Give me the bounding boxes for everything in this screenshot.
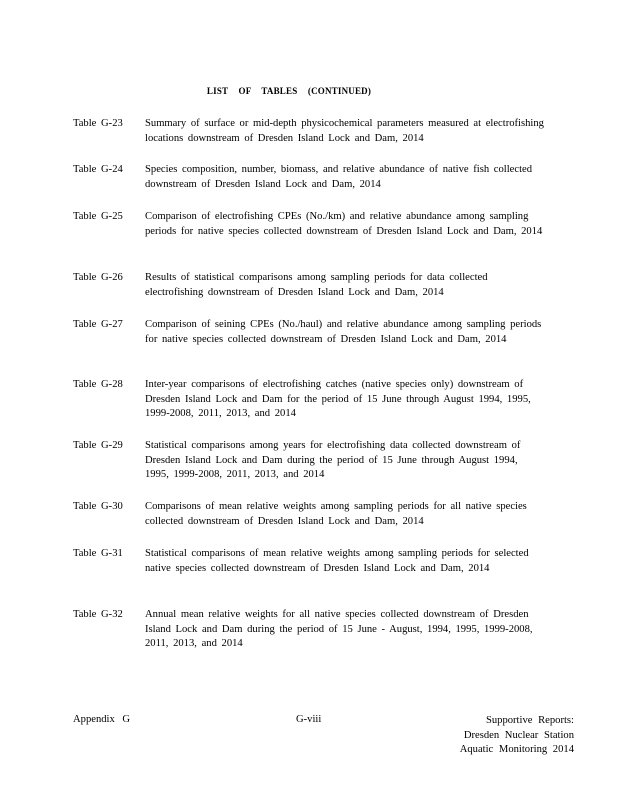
footer-report-info bbox=[460, 714, 574, 758]
table-number: Table G-27 bbox=[73, 319, 123, 330]
table-description: Species composition, number, biomass, and relative abundance of native fish collected downstream of Dresden Island Lock and Dam, 2014 bbox=[145, 164, 533, 190]
table-number: Table G-31 bbox=[73, 548, 123, 559]
table-number: Table G-23 bbox=[73, 118, 123, 129]
table-number: Table G-28 bbox=[73, 379, 123, 390]
table-description: Comparisons of mean relative weights among sampling periods for all native species collected downstream of Dresden Island Lock and Dam, 2014 bbox=[145, 501, 527, 527]
table-description: Inter-year comparisons of electrofishing catches (native species only) downstream of Dresden Island Lock and Dam for the period of 15 June through August 1994, 1995, 1999-2008, 2011, 2013, and 2014 bbox=[145, 379, 531, 420]
footer-appendix-label: Appendix G bbox=[73, 714, 131, 725]
table-description: Statistical comparisons of mean relative weights among sampling periods for selected native species collected downstream of Dresden Island Lock and Dam, 2014 bbox=[145, 548, 529, 574]
table-description: Comparison of electrofishing CPEs (No./km) and relative abundance among sampling periods for native species collected downstream of Dresden Island Lock and Dam, 2014 bbox=[145, 211, 543, 237]
footer-report-line: Aquatic Monitoring 2014 bbox=[459, 744, 574, 756]
table-number: Table G-24 bbox=[73, 164, 123, 175]
footer-page-number: G-viii bbox=[296, 714, 322, 725]
page-heading: LIST OF TABLES (CONTINUED) bbox=[206, 86, 372, 96]
table-number: Table G-32 bbox=[73, 609, 123, 620]
table-description: Statistical comparisons among years for electrofishing data collected downstream of Dresden Island Lock and Dam during the period of 15 June through August 1994, 1995, 1999-2008, 2011, 2013, and 2014 bbox=[145, 440, 521, 481]
table-number: Table G-29 bbox=[73, 440, 123, 451]
table-description: Comparison of seining CPEs (No./haul) and relative abundance among sampling periods for native species collected downstream of Dresden Island Lock and Dam, 2014 bbox=[145, 319, 542, 345]
table-number: Table G-26 bbox=[73, 272, 123, 283]
table-description: Summary of surface or mid-depth physicochemical parameters measured at electrofishing locations downstream of Dresden Island Lock and Dam, 2014 bbox=[145, 118, 544, 144]
table-number: Table G-30 bbox=[73, 501, 123, 512]
table-description: Results of statistical comparisons among sampling periods for data collected electrofishing downstream of Dresden Island Lock and Dam, 2014 bbox=[145, 272, 488, 298]
table-description: Annual mean relative weights for all native species collected downstream of Dresden Island Lock and Dam during the period of 15 June - August, 1994, 1995, 1999-2008, 2011, 2013, and 2014 bbox=[145, 609, 533, 650]
table-number: Table G-25 bbox=[73, 211, 123, 222]
footer-report-line: Supportive Reports: bbox=[485, 715, 574, 726]
footer-report-line: Dresden Nuclear Station bbox=[463, 729, 574, 741]
